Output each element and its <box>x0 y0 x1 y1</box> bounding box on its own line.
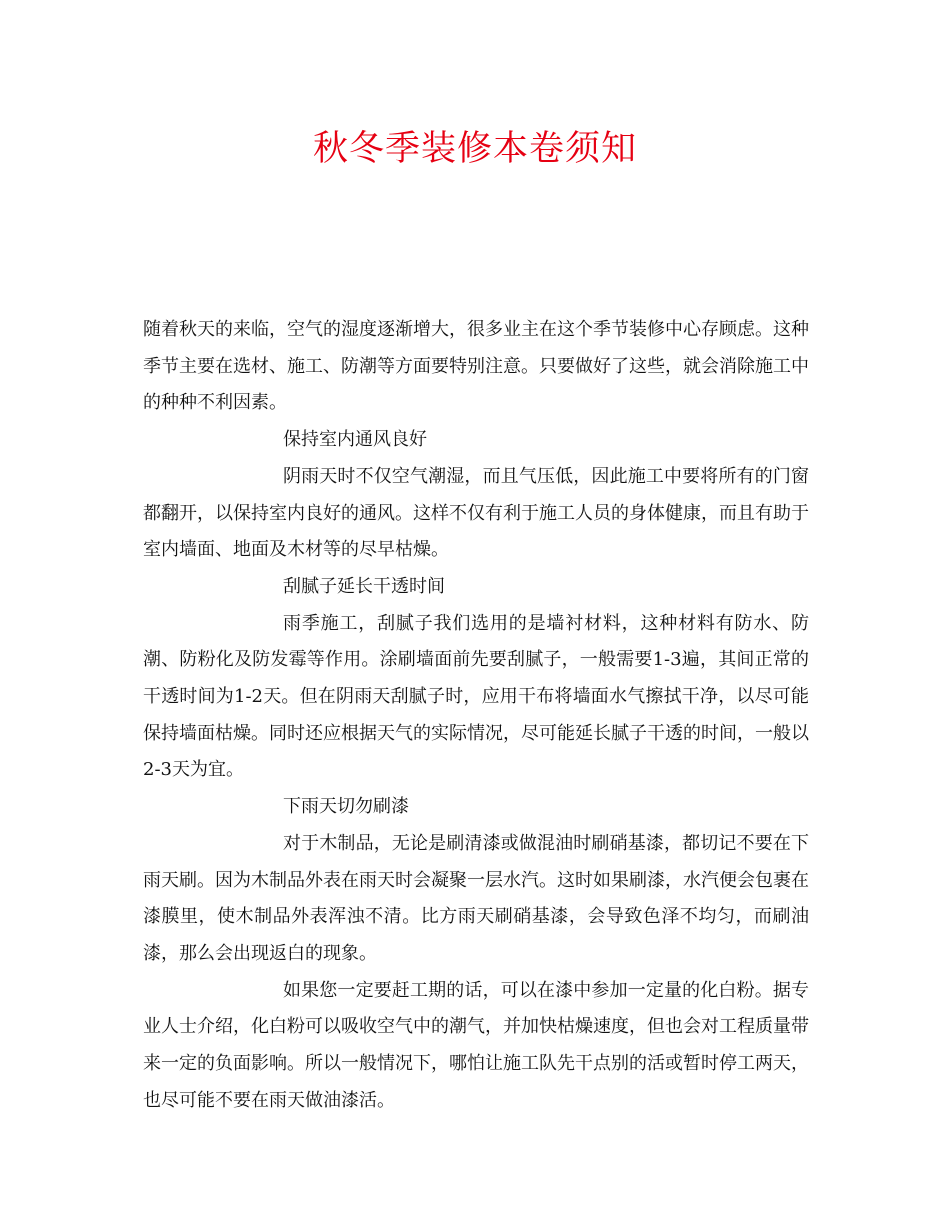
paragraph-painting: 对于木制品，无论是刷清漆或做混油时刷硝基漆，都切记不要在下雨天刷。因为木制品外表在雨天时会凝聚一层水汽。这时如果刷漆，水汽便会包裹在漆膜里，使木制品外表浑浊不清。比方雨天刷硝基漆，会导致色泽不均匀，而刷油漆，那么会出现返白的现象。 <box>143 832 809 964</box>
paragraph-ventilation: 阴雨天时不仅空气潮湿，而且气压低，因此施工中要将所有的门窗都翻开，以保持室内良好的通风。这样不仅有利于施工人员的身体健康，而且有助于室内墙面、地面及木材等的尽早枯燥。 <box>143 465 809 561</box>
intro-paragraph: 随着秋天的来临，空气的湿度逐渐增大，很多业主在这个季节装修中心存顾虑。这种季节主要在选材、施工、防潮等方面要特别注意。只要做好了这些，就会消除施工中的种种不利因素。 <box>143 319 809 414</box>
section-heading-ventilation: 保持室内通风良好 <box>283 429 427 451</box>
document-title: 秋冬季装修本卷须知 <box>312 129 637 169</box>
section-heading-putty: 刮腻子延长干透时间 <box>283 575 445 597</box>
paragraph-deadline: 如果您一定要赶工期的话，可以在漆中参加一定量的化白粉。据专业人士介绍，化白粉可以吸收空气中的潮气，并加快枯燥速度，但也会对工程质量带来一定的负面影响。所以一般情况下，哪怕让施工队先干点别的活或暂时停工两天，也尽可能不要在雨天做油漆活。 <box>143 979 809 1111</box>
section-heading-painting: 下雨天切勿刷漆 <box>283 796 409 818</box>
document-body <box>143 312 809 1119</box>
paragraph-putty: 雨季施工，刮腻子我们选用的是墙衬材料，这种材料有防水、防潮、防粉化及防发霉等作用。涂刷墙面前先要刮腻子，一般需要1-3遍，其间正常的干透时间为1-2天。但在阴雨天刮腻子时，应用干布将墙面水气擦拭干净，以尽可能保持墙面枯燥。同时还应根据天气的实际情况，尽可能延长腻子干透的时间，一般以2-3天为宜。 <box>143 612 809 781</box>
